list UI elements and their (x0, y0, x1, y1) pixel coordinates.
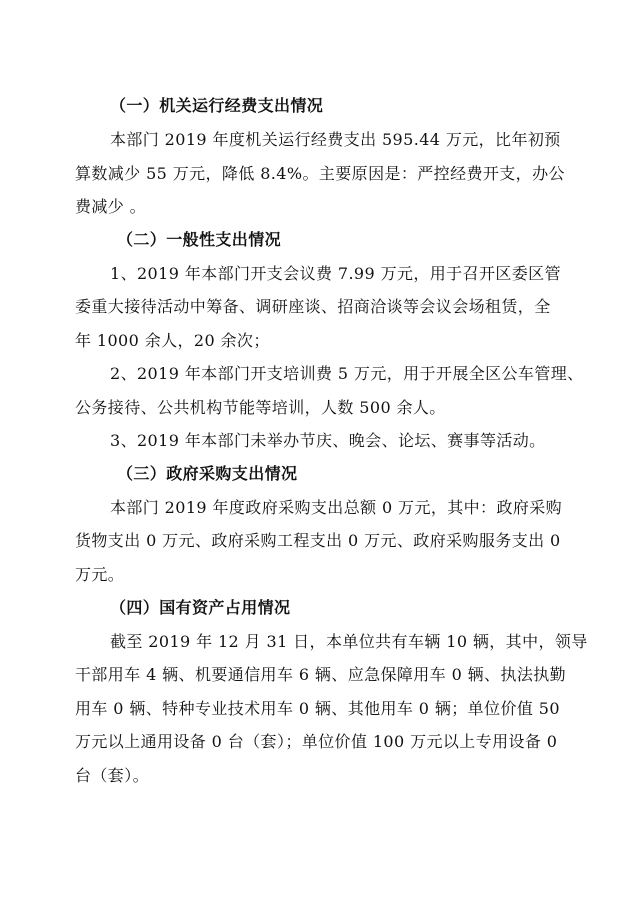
section-heading-4: （四）国有资产占用情况 (110, 598, 291, 617)
paragraph-line: 委重大接待活动中筹备、调研座谈、招商洽谈等会议会场租赁，全 (75, 297, 551, 316)
section-heading-3: （三）政府采购支出情况 (117, 464, 298, 483)
paragraph-line: 货物支出 0 万元、政府采购工程支出 0 万元、政府采购服务支出 0 (75, 531, 561, 550)
paragraph-line: 本部门 2019 年度机关运行经费支出 595.44 万元，比年初预 (110, 130, 561, 149)
paragraph-line: 本部门 2019 年度政府采购支出总额 0 万元，其中：政府采购 (110, 498, 563, 517)
paragraph-line: 用车 0 辆、特种专业技术用车 0 辆、其他用车 0 辆；单位价值 50 (75, 699, 560, 718)
paragraph-line: 1、2019 年本部门开支会议费 7.99 万元，用于召开区委区管 (110, 264, 561, 283)
paragraph-line: 3、2019 年本部门未举办节庆、晚会、论坛、赛事等活动。 (110, 431, 546, 450)
section-heading-1: （一）机关运行经费支出情况 (110, 96, 324, 115)
paragraph-line: 万元以上通用设备 0 台（套）；单位价值 100 万元以上专用设备 0 (75, 732, 558, 751)
paragraph-line: 算数减少 55 万元，降低 8.4%。主要原因是：严控经费开支，办公 (75, 164, 565, 183)
section-heading-2: （二）一般性支出情况 (117, 230, 282, 249)
paragraph-line: 费减少 。 (75, 197, 147, 216)
paragraph-line: 公务接待、公共机构节能等培训，人数 500 余人。 (75, 398, 446, 417)
paragraph-line: 截至 2019 年 12 月 31 日，本单位共有车辆 10 辆，其中，领导 (110, 632, 588, 651)
paragraph-line: 台（套）。 (75, 766, 150, 785)
paragraph-line: 万元。 (75, 565, 125, 584)
paragraph-line: 干部用车 4 辆、机要通信用车 6 辆、应急保障用车 0 辆、执法执勤 (75, 665, 567, 684)
paragraph-line: 2、2019 年本部门开支培训费 5 万元，用于开展全区公车管理、 (110, 364, 584, 383)
paragraph-line: 年 1000 余人，20 余次； (75, 331, 270, 350)
